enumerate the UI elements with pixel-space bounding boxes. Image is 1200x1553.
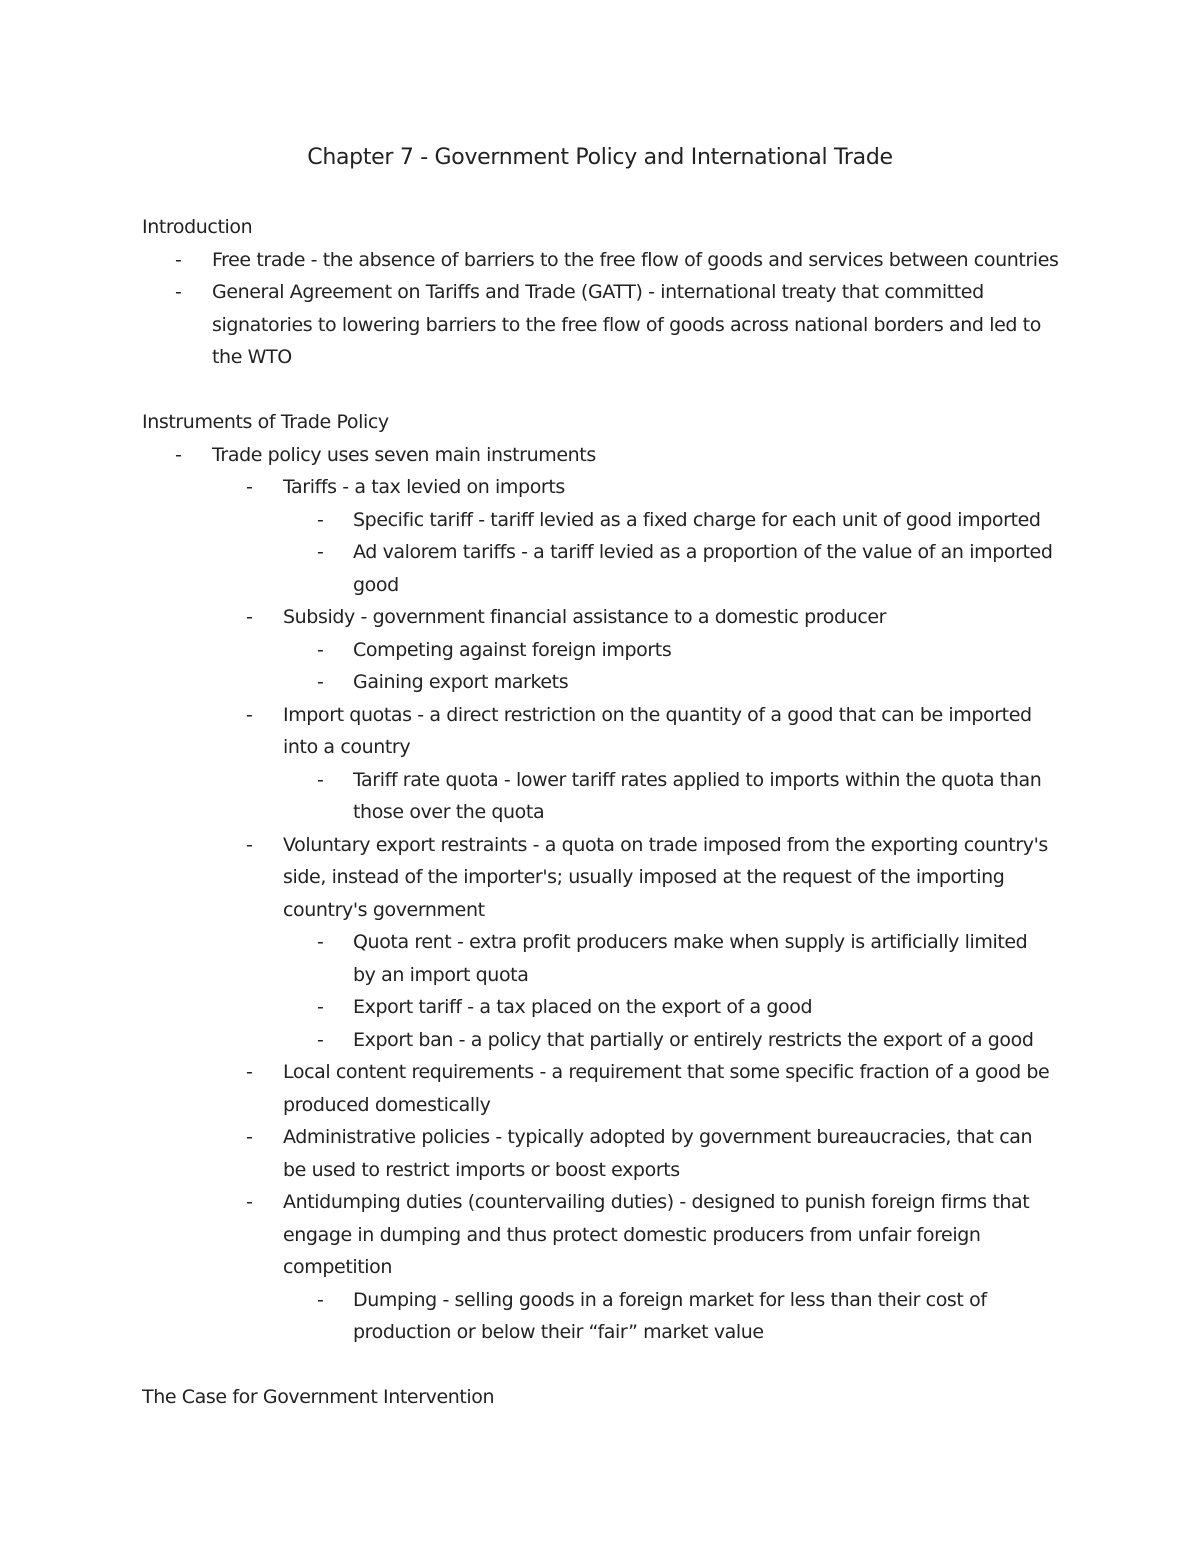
document-body [142, 211, 1072, 1414]
bullet-dash: - [246, 1061, 253, 1083]
bullet-item [142, 666, 1072, 699]
bullet-text: Antidumping duties (countervailing duties) - designed to punish foreign firms that engage in dumping and thus protect domestic producers from unfair foreign competition [283, 1191, 1030, 1278]
bullet-text: Tariff rate quota - lower tariff rates applied to imports within the quota than those over the quota [353, 768, 1042, 823]
bullet-item [142, 1024, 1072, 1057]
paragraph-gap [142, 374, 1072, 407]
bullet-dash: - [175, 281, 182, 303]
section-heading-case-for-intervention: The Case for Government Intervention [142, 1386, 495, 1408]
bullet-text: Ad valorem tariffs - a tariff levied as a proportion of the value of an imported good [353, 541, 1053, 596]
bullet-item [142, 634, 1072, 667]
bullet-item [142, 601, 1072, 634]
bullet-item [142, 536, 1072, 601]
bullet-dash: - [317, 638, 324, 661]
bullet-item [142, 276, 1072, 374]
bullet-text: Export ban - a policy that partially or entirely restricts the export of a good [353, 1028, 1034, 1051]
bullet-text: Gaining export markets [353, 671, 569, 693]
bullet-dash: - [317, 1288, 324, 1311]
bullet-dash: - [246, 476, 253, 498]
document-title: Chapter 7 - Government Policy and International Trade [307, 145, 893, 170]
bullet-dash: - [175, 443, 182, 466]
bullet-dash: - [246, 703, 253, 726]
bullet-item [142, 829, 1072, 927]
bullet-item [142, 1056, 1072, 1121]
bullet-text: Dumping - selling goods in a foreign market for less than their cost of production or below their “fair” market value [353, 1288, 987, 1343]
paragraph-gap [142, 1349, 1072, 1382]
bullet-item [142, 764, 1072, 829]
bullet-text: Local content requirements - a requirement that some specific fraction of a good be produced domestically [283, 1061, 1050, 1116]
bullet-text: Tariffs - a tax levied on imports [283, 476, 565, 498]
bullet-dash: - [246, 833, 253, 856]
bullet-dash: - [175, 248, 182, 271]
bullet-dash: - [317, 671, 324, 693]
bullet-item [142, 699, 1072, 764]
bullet-item [142, 1121, 1072, 1186]
bullet-item [142, 471, 1072, 504]
bullet-text: Administrative policies - typically adopted by government bureaucracies, that can be used to restrict imports or boost exports [283, 1126, 1033, 1181]
bullet-text: Competing against foreign imports [353, 638, 672, 661]
section-heading-instruments: Instruments of Trade Policy [142, 411, 389, 433]
bullet-item [142, 991, 1072, 1024]
bullet-item [142, 1186, 1072, 1284]
bullet-dash: - [317, 1028, 324, 1051]
section-heading-introduction: Introduction [142, 216, 253, 238]
bullet-dash: - [317, 931, 324, 953]
bullet-dash: - [317, 541, 324, 563]
bullet-text: Subsidy - government financial assistance to a domestic producer [283, 606, 887, 628]
bullet-item [142, 439, 1072, 472]
bullet-text: Voluntary export restraints - a quota on trade imposed from the exporting country's side, instead of the importer's; usually imposed at the request of the importing country's government [283, 833, 1048, 921]
bullet-text: Specific tariff - tariff levied as a fixed charge for each unit of good imported [353, 508, 1041, 531]
bullet-dash: - [317, 996, 324, 1018]
bullet-text: Quota rent - extra profit producers make when supply is artificially limited by an import quota [353, 931, 1028, 986]
bullet-text: Export tariff - a tax placed on the export of a good [353, 996, 813, 1018]
bullet-item [142, 244, 1072, 277]
bullet-text: General Agreement on Tariffs and Trade (GATT) - international treaty that committed signatories to lowering barriers to the free flow of goods across national borders and led to the WTO [212, 281, 1041, 368]
bullet-dash: - [317, 768, 324, 791]
bullet-dash: - [246, 606, 253, 628]
bullet-dash: - [246, 1126, 253, 1148]
bullet-dash: - [317, 508, 324, 531]
bullet-text: Import quotas - a direct restriction on the quantity of a good that can be imported into a country [283, 703, 1032, 758]
bullet-text: Free trade - the absence of barriers to the free flow of goods and services between countries [212, 248, 1059, 271]
bullet-text: Trade policy uses seven main instruments [212, 443, 596, 466]
bullet-dash: - [246, 1191, 253, 1213]
bullet-item [142, 504, 1072, 537]
bullet-item [142, 926, 1072, 991]
bullet-item [142, 1284, 1072, 1349]
